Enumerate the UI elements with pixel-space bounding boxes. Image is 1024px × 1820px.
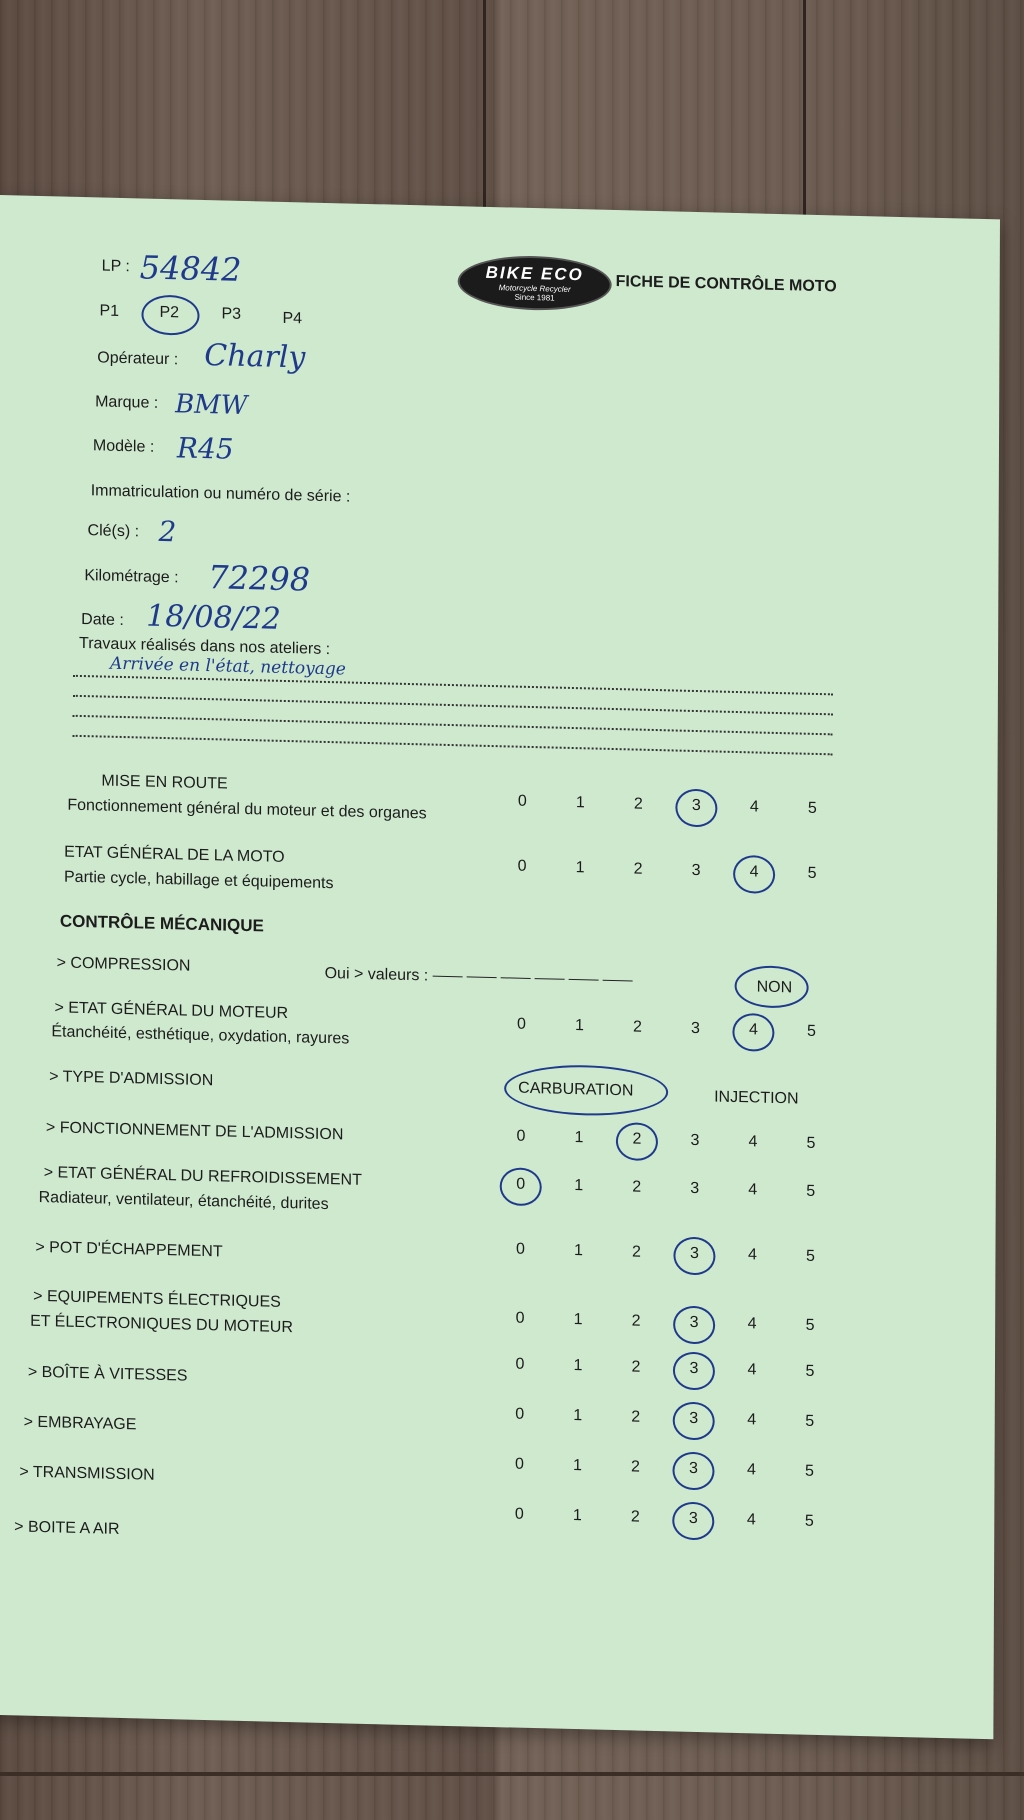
pot-echappement-label: > POT D'ÉCHAPPEMENT [35,1238,223,1261]
date-value: 18/08/22 [146,598,282,637]
rating-option-5: 5 [807,864,817,882]
rating-option-1: 1 [574,1129,584,1147]
equip-electriques-label: > EQUIPEMENTS ÉLECTRIQUES [33,1287,281,1311]
rating-option-5: 5 [805,1247,815,1265]
rating-option-5: 5 [805,1362,815,1380]
compression-oui-label: Oui > valeurs : [325,965,633,991]
rating-option-3: 3 [683,1510,703,1528]
rating-option-0: 0 [514,1505,524,1523]
rating-option-2: 2 [631,1312,641,1330]
position-p4: P4 [282,309,303,328]
marque-value: BMW [175,389,248,422]
position-p2-circle [141,294,199,335]
cles-label: Clé(s) : [87,522,140,541]
travaux-line-1 [73,675,833,696]
rating-option-1: 1 [573,1457,583,1475]
rating-option-1: 1 [573,1311,583,1329]
type-admission-label: > TYPE D'ADMISSION [49,1068,214,1090]
rating-option-1: 1 [572,1507,582,1525]
kilometrage-value: 72298 [208,558,311,599]
rating-option-4: 4 [747,1246,757,1264]
rating-option-0: 0 [516,1015,526,1033]
rating-option-2: 2 [631,1243,641,1261]
floor-plank-gap [483,0,486,240]
rating-option-2: 2 [631,1358,641,1376]
rating-option-5: 5 [805,1316,815,1334]
rating-option-2: 2 [630,1508,640,1526]
rating-option-3: 3 [684,1245,704,1263]
refroidissement-subtitle: Radiateur, ventilateur, étanchéité, durites [38,1188,329,1214]
rating-option-1: 1 [573,1242,583,1260]
rating-option-5: 5 [805,1462,814,1480]
kilometrage-label: Kilométrage : [84,567,179,587]
position-p1: P1 [99,302,120,320]
rating-option-3: 3 [690,1131,700,1150]
modele-value: R45 [176,431,234,466]
rating-option-4: 4 [747,1315,757,1333]
boite-vitesses-label: > BOÎTE À VITESSES [27,1363,188,1385]
etat-moteur-options [511,1016,831,1048]
rating-option-4: 4 [749,798,759,816]
rating-option-5: 5 [804,1512,814,1530]
rating-option-5: 5 [805,1412,815,1430]
bike-eco-logo: BIKE ECO Motorcycle Recycler Since 1981 [458,254,612,312]
carburation-circle [504,1063,668,1117]
rating-option-4: 4 [748,1133,758,1151]
rating-option-2: 2 [631,1458,641,1476]
pot-echappement-options [510,1240,830,1272]
rating-option-2: 2 [627,1130,647,1148]
rating-option-4: 4 [747,1361,757,1379]
rating-option-3: 3 [684,1314,704,1332]
rating-option-0: 0 [516,1127,526,1145]
boite-air-options [509,1505,829,1537]
compression-non-option: NON [756,978,793,997]
travaux-line-2 [73,695,833,716]
rating-option-3: 3 [683,1460,703,1478]
rating-option-5: 5 [806,1182,816,1200]
sheet-title: FICHE DE CONTRÔLE MOTO [615,273,837,296]
boite-air-label: > BOITE A AIR [14,1518,120,1538]
etat-moteur-subtitle: Étanchéité, esthétique, oxydation, rayures [51,1023,350,1048]
rating-option-3: 3 [690,1179,700,1198]
boite-vitesses-options [510,1355,830,1387]
position-p3: P3 [221,305,242,323]
admission-carburation: CARBURATION [518,1079,634,1100]
rating-option-4: 4 [743,1021,763,1039]
rating-option-2: 2 [632,1018,642,1036]
refroidissement-options [511,1175,831,1207]
floor-plank-gap [803,0,806,240]
rating-option-1: 1 [574,1177,584,1195]
refroidissement-label: > ETAT GÉNÉRAL DU REFROIDISSEMENT [43,1164,362,1189]
rating-option-3: 3 [690,1019,700,1038]
rating-option-4: 4 [744,863,764,881]
travaux-line-3 [73,715,833,736]
operateur-value: Charly [204,337,306,376]
rating-option-0: 0 [515,1309,525,1327]
rating-option-0: 0 [515,1455,525,1473]
etat-moteur-label: > ETAT GÉNÉRAL DU MOTEUR [54,999,289,1023]
fonct-admission-options [511,1127,831,1159]
rating-option-0: 0 [515,1405,525,1423]
fonct-admission-label: > FONCTIONNEMENT DE L'ADMISSION [45,1119,344,1144]
transmission-options [509,1455,829,1487]
immatriculation-label: Immatriculation ou numéro de série : [90,482,351,506]
modele-label: Modèle : [92,437,155,456]
rating-option-2: 2 [632,1178,642,1196]
rating-option-0: 0 [511,1175,531,1193]
rating-option-1: 1 [574,1017,584,1035]
embrayage-label: > EMBRAYAGE [23,1413,137,1434]
rating-option-2: 2 [633,795,643,813]
position-p2: P2 [159,303,180,322]
lp-label: LP : [101,257,130,276]
rating-option-3: 3 [684,1360,704,1378]
rating-option-3: 3 [686,797,706,815]
control-sheet [0,195,1000,1739]
mise-en-route-subtitle: Fonctionnement général du moteur et des organes [67,796,427,823]
rating-option-0: 0 [515,1240,525,1258]
travaux-label: Travaux réalisés dans nos ateliers : [79,634,331,659]
date-label: Date : [81,610,124,630]
rating-option-4: 4 [747,1411,757,1429]
rating-option-4: 4 [746,1511,756,1529]
controle-mecanique-title: CONTRÔLE MÉCANIQUE [59,911,264,936]
rating-option-1: 1 [575,794,585,812]
rating-option-2: 2 [631,1408,641,1426]
compression-label: > COMPRESSION [56,954,191,975]
rating-option-3: 3 [684,1410,704,1428]
rating-option-0: 0 [517,857,527,875]
admission-injection: INJECTION [714,1088,799,1108]
rating-option-3: 3 [691,861,701,880]
floor-plank-edge [0,1772,1024,1776]
etat-moto-title: ETAT GÉNÉRAL DE LA MOTO [64,843,285,866]
transmission-label: > TRANSMISSION [19,1463,155,1484]
equip-electriques-options [510,1309,830,1341]
rating-option-1: 1 [575,859,585,877]
rating-option-5: 5 [806,1134,816,1152]
compression-non-circle [735,965,809,1009]
cles-value: 2 [158,514,177,549]
embrayage-options [510,1405,830,1437]
rating-option-1: 1 [573,1357,583,1375]
travaux-value: Arrivée en l'état, nettoyage [109,653,346,680]
rating-option-0: 0 [517,792,527,810]
operateur-label: Opérateur : [97,349,179,369]
rating-option-2: 2 [633,860,643,878]
rating-option-0: 0 [515,1355,525,1373]
lp-value: 54842 [139,248,242,289]
etat-moto-subtitle: Partie cycle, habillage et équipements [63,868,334,893]
rating-option-5: 5 [807,799,817,817]
mise-en-route-title: MISE EN ROUTE [101,772,228,793]
rating-option-5: 5 [806,1022,816,1040]
etat-general-moto-options [512,858,832,890]
marque-label: Marque : [95,393,159,412]
travaux-line-4 [73,735,833,756]
equip-electriques-label-2: ET ÉLECTRONIQUES DU MOTEUR [30,1312,293,1337]
mise-en-route-options [512,793,832,825]
rating-option-4: 4 [747,1461,757,1479]
rating-option-4: 4 [748,1181,758,1199]
rating-option-1: 1 [573,1407,583,1425]
